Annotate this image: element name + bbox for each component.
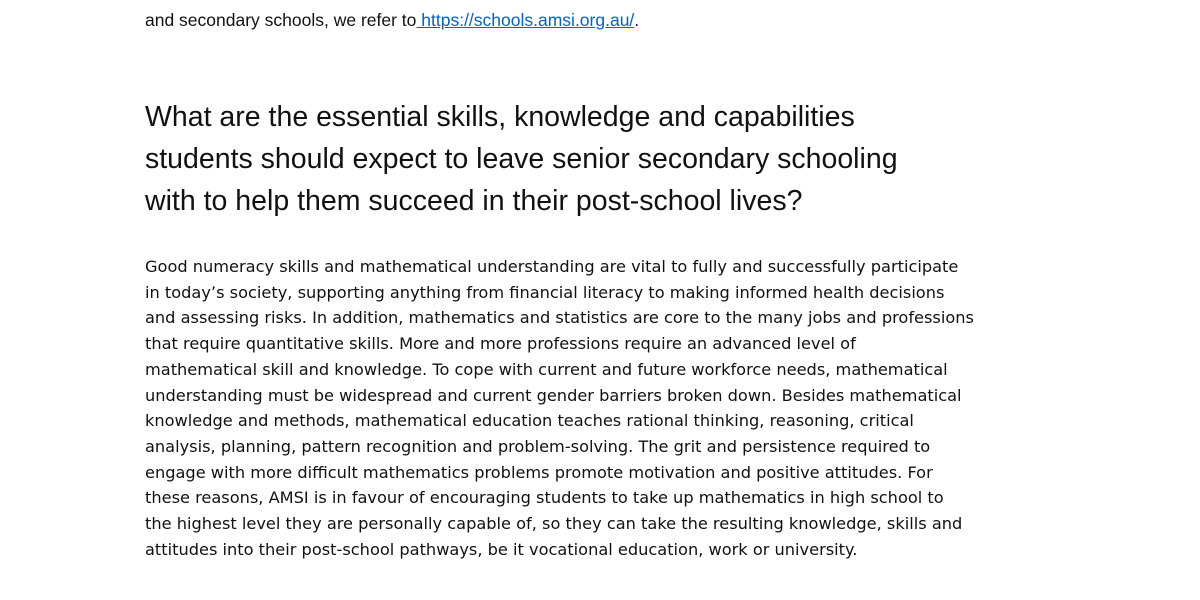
section-heading [145,96,1145,222]
body-line: these reasons, AMSI is in favour of encouraging students to take up mathematics in high school to [145,488,944,508]
body-line: engage with more difficult mathematics problems promote motivation and positive attitudes. For [145,462,933,482]
body-paragraph [145,254,1145,562]
body-line: Good numeracy skills and mathematical understanding are vital to fully and successfully participate [145,257,959,276]
intro-paragraph [145,8,639,32]
heading-line: What are the essential skills, knowledge and capabilities [145,101,855,133]
body-line: analysis, planning, pattern recognition and problem-solving. The grit and persistence required to [145,436,931,456]
body-line: mathematical skill and knowledge. To cope with current and future workforce needs, mathematical [145,359,948,379]
intro-text: and secondary schools, we refer to [145,10,417,30]
amsi-schools-link[interactable]: https://schools.amsi.org.au/ [416,10,635,30]
body-line: the highest level they are personally capable of, so they can take the resulting knowledge, skills and [145,514,963,534]
heading-line: students should expect to leave senior secondary schooling [145,143,898,175]
body-line: and assessing risks. In addition, mathematics and statistics are core to the many jobs and professions [145,308,974,328]
intro-period: . [634,10,640,30]
body-line: understanding must be widespread and current gender barriers broken down. Besides mathematical [145,385,962,405]
body-line: that require quantitative skills. More and more professions require an advanced level of [145,334,856,354]
body-line: knowledge and methods, mathematical education teaches rational thinking, reasoning, critical [145,411,914,431]
heading-line: with to help them succeed in their post-school lives? [145,185,803,217]
body-line: in today’s society, supporting anything from financial literacy to making informed health decisions [145,282,945,302]
body-line: attitudes into their post-school pathways, be it vocational education, work or university. [145,539,858,559]
